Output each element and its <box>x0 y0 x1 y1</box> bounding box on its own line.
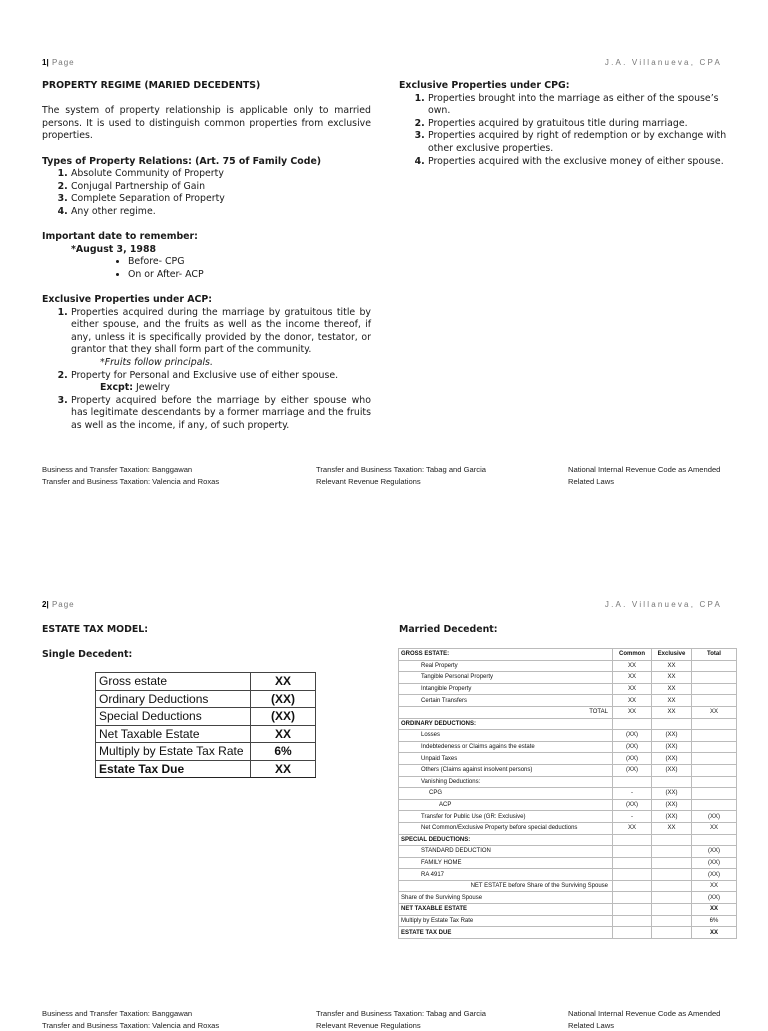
row-label: NET TAXABLE ESTATE <box>399 904 613 916</box>
row-label: Ordinary Deductions <box>96 690 251 708</box>
types-list <box>42 168 371 218</box>
table-row <box>399 788 737 800</box>
table-row <box>399 915 737 927</box>
cell-exclusive <box>652 892 692 904</box>
date-heading: Important date to remember: <box>42 231 198 243</box>
cell-common: XX <box>613 822 652 834</box>
cell-exclusive <box>652 834 692 846</box>
table-row <box>96 708 316 726</box>
row-label: Special Deductions <box>96 708 251 726</box>
list-item: 3. Property acquired before the marriage by either spouse who has legitimate descendants by a former marriage and the fruits as well as the income, if any, of such property. <box>71 395 371 433</box>
cell-common: - <box>613 788 652 800</box>
cell-common <box>613 776 652 788</box>
table-row <box>399 695 737 707</box>
cell-total: XX <box>692 706 737 718</box>
cell-exclusive <box>652 857 692 869</box>
single-decedent-table <box>95 672 316 778</box>
row-label: Unpaid Taxes <box>399 753 613 765</box>
note: *Fruits follow principals. <box>100 357 213 369</box>
cell-exclusive: XX <box>652 706 692 718</box>
cell-total: (XX) <box>692 857 737 869</box>
footer-col-1: Business and Transfer Taxation: Banggawan Transfer and Business Taxation: Valencia and Roxas <box>42 1009 220 1030</box>
cell-common: XX <box>613 706 652 718</box>
table-row <box>399 822 737 834</box>
row-label: Transfer for Public Use (GR: Exclusive) <box>399 811 613 823</box>
row-value: XX <box>251 725 316 743</box>
cell-total <box>692 834 737 846</box>
table-header-row: GROSS ESTATE: Common Exclusive Total <box>399 649 737 661</box>
table-row <box>399 834 737 846</box>
table-row <box>399 683 737 695</box>
cell-common: XX <box>613 660 652 672</box>
cell-exclusive: (XX) <box>652 741 692 753</box>
cell-common <box>613 904 652 916</box>
table-row <box>399 869 737 881</box>
cell-total <box>692 753 737 765</box>
cell-common: (XX) <box>613 799 652 811</box>
table-row <box>399 741 737 753</box>
row-label: ACP <box>399 799 613 811</box>
table-row <box>399 811 737 823</box>
cell-total <box>692 799 737 811</box>
table-row <box>399 753 737 765</box>
table-row <box>96 760 316 778</box>
table-row <box>399 706 737 718</box>
section-title: PROPERTY REGIME (MARIED DECEDENTS) <box>42 80 261 91</box>
cell-exclusive <box>652 776 692 788</box>
cell-total <box>692 660 737 672</box>
row-label: Share of the Surviving Spouse <box>399 892 613 904</box>
row-label: RA 4917 <box>399 869 613 881</box>
cell-total: XX <box>692 927 737 939</box>
table-row <box>399 764 737 776</box>
cell-total: XX <box>692 904 737 916</box>
cell-exclusive: (XX) <box>652 764 692 776</box>
single-decedent-heading: Single Decedent: <box>42 649 133 660</box>
list-item: • Before- CPG <box>128 256 371 269</box>
cell-total: (XX) <box>692 846 737 858</box>
page-number: 1| Page <box>42 58 75 67</box>
cell-common <box>613 846 652 858</box>
table-row <box>399 776 737 788</box>
cell-exclusive <box>652 915 692 927</box>
page-header <box>42 58 722 70</box>
cell-exclusive: (XX) <box>652 730 692 742</box>
cell-common: (XX) <box>613 764 652 776</box>
row-label: Intangible Property <box>399 683 613 695</box>
row-label: Estate Tax Due <box>96 760 251 778</box>
row-label: Losses <box>399 730 613 742</box>
row-label: Multiply by Estate Tax Rate <box>96 743 251 761</box>
cell-total: (XX) <box>692 869 737 881</box>
row-label: SPECIAL DEDUCTIONS: <box>399 834 613 846</box>
acp-heading: Exclusive Properties under ACP: <box>42 294 213 306</box>
types-heading: Types of Property Relations: (Art. 75 of Family Code) <box>42 155 322 167</box>
list-item: 3. Properties acquired by right of redemption or by exchange with other exclusive properties. <box>428 130 728 155</box>
cell-exclusive: XX <box>652 683 692 695</box>
cell-exclusive <box>652 846 692 858</box>
table-row <box>399 799 737 811</box>
cell-exclusive <box>652 927 692 939</box>
list-item: 3. Complete Separation of Property <box>71 193 371 206</box>
list-item: 2. Property for Personal and Exclusive use of either spouse. Excpt: Jewelry <box>71 370 371 395</box>
row-label: Certain Transfers <box>399 695 613 707</box>
cell-exclusive <box>652 904 692 916</box>
row-label: ORDINARY DEDUCTIONS: <box>399 718 613 730</box>
row-label: ESTATE TAX DUE <box>399 927 613 939</box>
acp-list <box>42 307 371 433</box>
row-label: TOTAL <box>399 706 613 718</box>
cell-exclusive: (XX) <box>652 788 692 800</box>
estate-tax-model-title: ESTATE TAX MODEL: <box>42 624 149 635</box>
cell-common <box>613 927 652 939</box>
cell-common <box>613 718 652 730</box>
cell-total <box>692 764 737 776</box>
cell-common <box>613 857 652 869</box>
list-item: 2. Properties acquired by gratuitous title during marriage. <box>428 118 728 131</box>
cell-common <box>613 834 652 846</box>
table-row <box>399 846 737 858</box>
row-value: XX <box>251 673 316 691</box>
intro-paragraph: The system of property relationship is applicable only to married persons. It is used to distinguish common properties from exclusive properties. <box>42 105 371 142</box>
row-label: STANDARD DEDUCTION <box>399 846 613 858</box>
row-value: (XX) <box>251 708 316 726</box>
cell-total: 6% <box>692 915 737 927</box>
cell-total <box>692 741 737 753</box>
list-item: 1. Properties acquired during the marriage by gratuitous title by either spouse, and the fruits as well as the income thereof, if any, unless it is specifically provided by the donor, testator, or grantor that they shall form part of the community. *Fruits follow principals. <box>71 307 371 370</box>
row-label: Others (Claims against insolvent persons) <box>399 764 613 776</box>
row-value: 6% <box>251 743 316 761</box>
author: J.A. Villanueva, CPA <box>604 58 722 67</box>
row-label: Net Taxable Estate <box>96 725 251 743</box>
table-row <box>96 743 316 761</box>
table-row <box>399 672 737 684</box>
row-value: (XX) <box>251 690 316 708</box>
table-row <box>96 725 316 743</box>
cell-total <box>692 672 737 684</box>
row-label: Indebtedeness or Claims agains the estate <box>399 741 613 753</box>
cell-exclusive: XX <box>652 660 692 672</box>
cell-exclusive <box>652 880 692 892</box>
list-item: • On or After- ACP <box>128 269 371 282</box>
list-item: 2. Conjugal Partnership of Gain <box>71 181 371 194</box>
cell-total <box>692 776 737 788</box>
table-row <box>399 927 737 939</box>
row-label: Net Common/Exclusive Property before special deductions <box>399 822 613 834</box>
exception: Excpt: Jewelry <box>100 382 170 394</box>
cell-common: XX <box>613 695 652 707</box>
cell-common: XX <box>613 672 652 684</box>
left-column <box>42 80 371 433</box>
married-decedent-table <box>398 648 737 939</box>
row-label: FAMILY HOME <box>399 857 613 869</box>
right-column <box>399 80 728 168</box>
footer-col-3: National Internal Revenue Code as Amended Related Laws <box>568 1009 721 1030</box>
married-decedent-heading: Married Decedent: <box>399 624 498 635</box>
table-row <box>96 673 316 691</box>
cell-exclusive: XX <box>652 822 692 834</box>
cpg-heading: Exclusive Properties under CPG: <box>399 80 570 91</box>
cell-common <box>613 869 652 881</box>
cpg-list <box>399 93 728 169</box>
footer-col-2: Transfer and Business Taxation: Tabag and Garcia Relevant Revenue Regulations <box>316 465 486 486</box>
table-row <box>399 857 737 869</box>
date-value: *August 3, 1988 <box>71 243 156 255</box>
cell-exclusive: XX <box>652 695 692 707</box>
page-number: 2| Page <box>42 600 75 609</box>
row-label: Vanishing Deductions: <box>399 776 613 788</box>
cell-exclusive: (XX) <box>652 799 692 811</box>
cell-total <box>692 718 737 730</box>
cell-total <box>692 730 737 742</box>
list-item: 1. Properties brought into the marriage as either of the spouse’s own. <box>428 93 728 118</box>
cell-total: (XX) <box>692 892 737 904</box>
page-header <box>42 600 722 612</box>
footer-col-3: National Internal Revenue Code as Amended Related Laws <box>568 465 721 486</box>
row-label: Tangible Personal Property <box>399 672 613 684</box>
table-row <box>399 880 737 892</box>
footer-col-2: Transfer and Business Taxation: Tabag and Garcia Relevant Revenue Regulations <box>316 1009 486 1030</box>
table-row <box>399 730 737 742</box>
row-label: CPG <box>399 788 613 800</box>
cell-exclusive: (XX) <box>652 811 692 823</box>
footer-col-1: Business and Transfer Taxation: Banggawan Transfer and Business Taxation: Valencia and Roxas <box>42 465 220 486</box>
table-row <box>399 892 737 904</box>
table-row <box>399 660 737 672</box>
row-label: Real Property <box>399 660 613 672</box>
cell-exclusive: XX <box>652 672 692 684</box>
table-row <box>399 904 737 916</box>
cell-common <box>613 880 652 892</box>
cell-total: (XX) <box>692 811 737 823</box>
cell-common: - <box>613 811 652 823</box>
cell-exclusive: (XX) <box>652 753 692 765</box>
list-item: 4. Properties acquired with the exclusive money of either spouse. <box>428 156 728 169</box>
cell-exclusive <box>652 718 692 730</box>
table-row <box>399 718 737 730</box>
cell-total: XX <box>692 880 737 892</box>
cell-common: (XX) <box>613 753 652 765</box>
row-label: Multiply by Estate Tax Rate <box>399 915 613 927</box>
cell-total <box>692 683 737 695</box>
list-item: 1. Absolute Community of Property <box>71 168 371 181</box>
row-label: Gross estate <box>96 673 251 691</box>
row-label: NET ESTATE before Share of the Surviving Spouse <box>399 880 613 892</box>
cell-common: (XX) <box>613 730 652 742</box>
table-row <box>96 690 316 708</box>
cell-total <box>692 695 737 707</box>
cell-total: XX <box>692 822 737 834</box>
page-1 <box>0 0 768 510</box>
cell-common <box>613 892 652 904</box>
cell-total <box>692 788 737 800</box>
author: J.A. Villanueva, CPA <box>604 600 722 609</box>
cell-common <box>613 915 652 927</box>
cell-common: (XX) <box>613 741 652 753</box>
row-value: XX <box>251 760 316 778</box>
date-bullets <box>42 256 371 281</box>
cell-exclusive <box>652 869 692 881</box>
cell-common: XX <box>613 683 652 695</box>
list-item: 4. Any other regime. <box>71 206 371 219</box>
